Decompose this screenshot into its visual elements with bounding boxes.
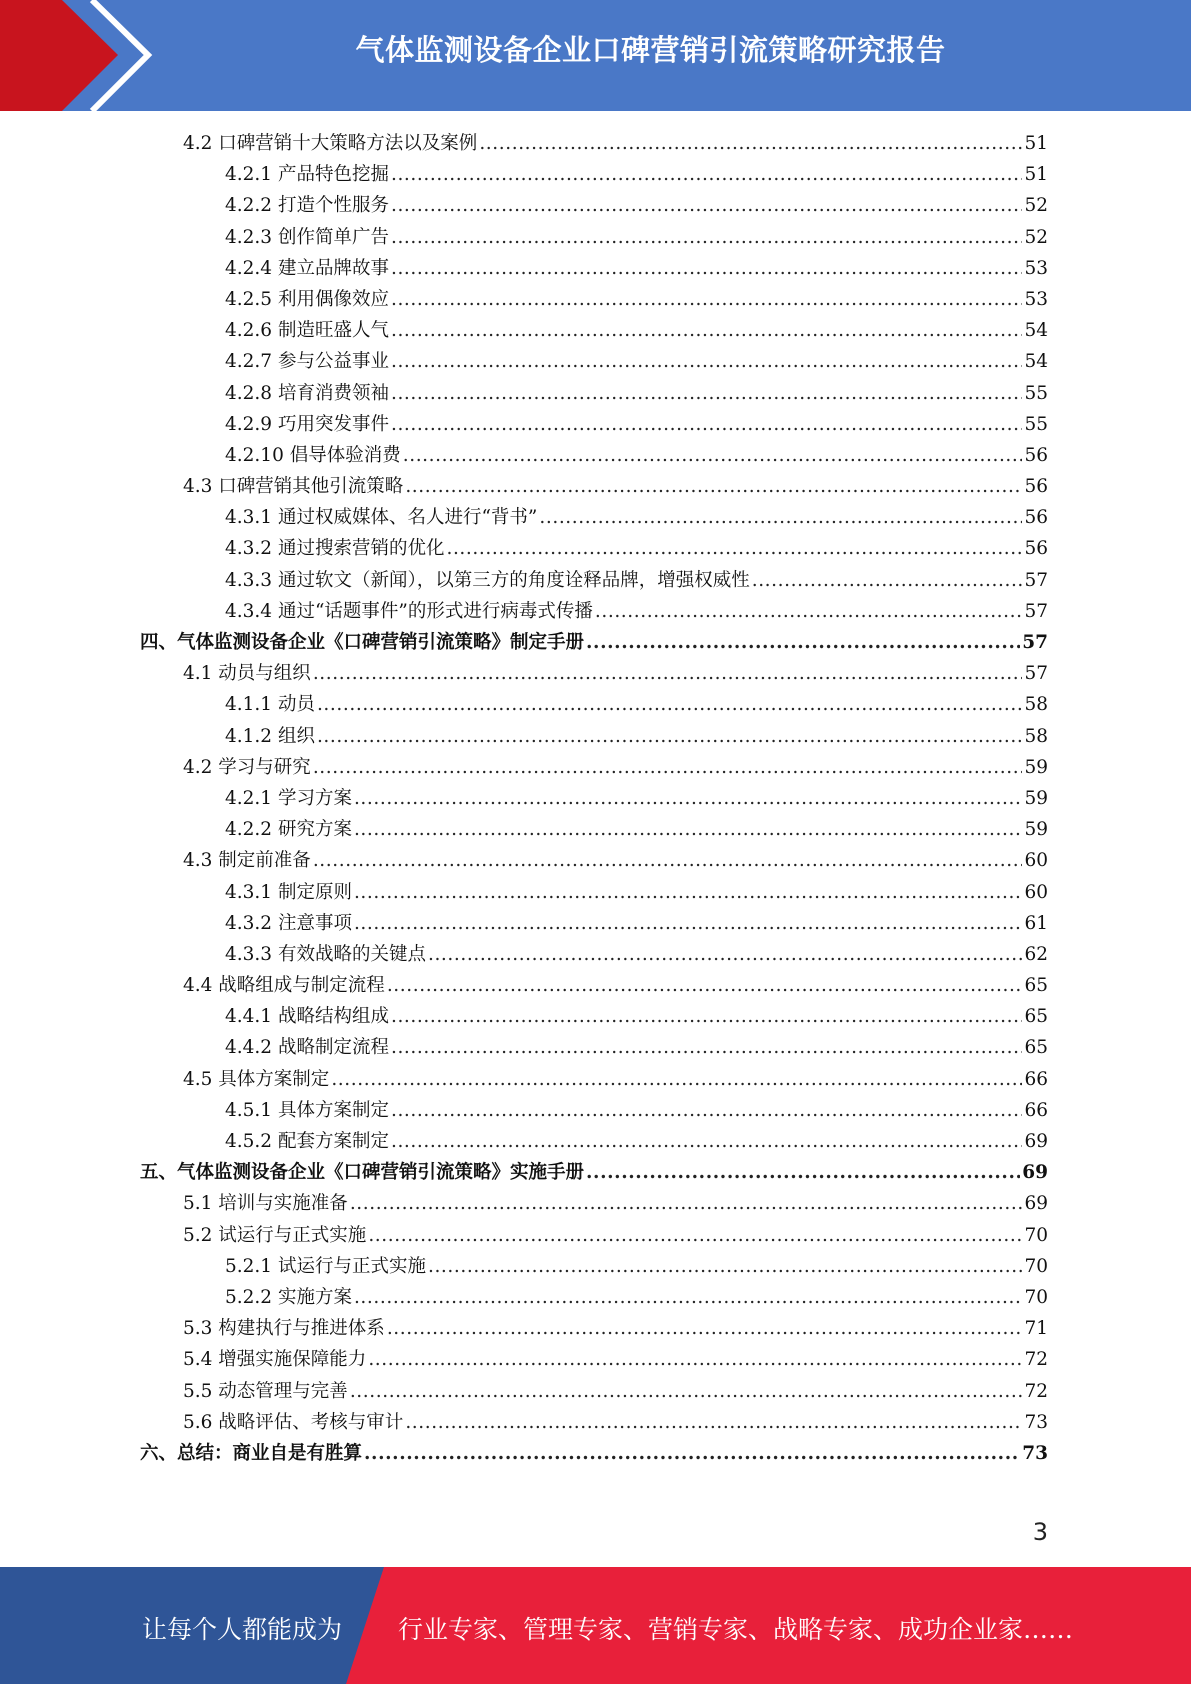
toc-entry-page: 70 [1024,1255,1048,1277]
toc-entry-label: 4.1.1 动员 [225,694,315,716]
toc-entry[interactable] [140,159,1048,190]
toc-entry-label: 4.3.1 制定原则 [225,881,352,903]
toc-dot-leader [539,502,1022,533]
toc-entry[interactable] [140,1032,1048,1063]
toc-entry-page: 58 [1024,694,1048,716]
toc-dot-leader [391,409,1022,440]
toc-dot-leader [368,1344,1022,1375]
toc-dot-leader [391,1032,1022,1063]
toc-entry-page: 69 [1024,1193,1048,1215]
toc-entry[interactable] [140,1344,1048,1375]
toc-dot-leader [391,378,1022,409]
toc-entry-page: 65 [1024,1037,1048,1059]
toc-entry-page: 61 [1024,912,1048,934]
toc-entry-page: 57 [1024,600,1048,622]
toc-dot-leader [586,627,1020,658]
toc-entry-label: 5.1 培训与实施准备 [183,1193,348,1215]
table-of-contents [140,128,1048,1469]
page-number: 3 [1032,1518,1048,1546]
toc-entry-label: 四、气体监测设备企业《口碑营销引流策略》制定手册 [140,632,585,653]
toc-dot-leader [391,284,1022,315]
toc-entry[interactable] [140,1282,1048,1313]
toc-dot-leader [354,908,1023,939]
toc-entry-page: 71 [1024,1318,1048,1340]
toc-entry-label: 5.5 动态管理与完善 [183,1380,348,1402]
toc-entry-label: 5.2.1 试运行与正式实施 [225,1255,426,1277]
toc-dot-leader [354,814,1023,845]
toc-entry[interactable] [140,409,1048,440]
toc-entry[interactable] [140,752,1048,783]
toc-entry[interactable] [140,128,1048,159]
toc-entry-label: 4.2 学习与研究 [183,756,311,778]
toc-entry[interactable] [140,1407,1048,1438]
toc-entry-page: 52 [1024,195,1048,217]
toc-entry-label: 4.2.6 制造旺盛人气 [225,320,389,342]
toc-entry[interactable] [140,970,1048,1001]
toc-dot-leader [391,346,1022,377]
toc-dot-leader [387,970,1023,1001]
toc-entry-label: 4.2.1 产品特色挖掘 [225,164,389,186]
toc-entry[interactable] [140,939,1048,970]
toc-dot-leader [391,159,1022,190]
toc-entry[interactable] [140,315,1048,346]
toc-entry-page: 56 [1024,538,1048,560]
toc-entry[interactable] [140,783,1048,814]
toc-entry-label: 4.3.4 通过“话题事件”的形式进行病毒式传播 [225,600,593,622]
toc-entry-page: 70 [1024,1224,1048,1246]
toc-dot-leader [595,596,1023,627]
toc-entry-page: 54 [1024,351,1048,373]
toc-entry-page: 51 [1024,133,1048,154]
toc-dot-leader [313,752,1023,783]
toc-entry-page: 53 [1024,288,1048,310]
toc-entry-label: 4.5.1 具体方案制定 [225,1099,389,1121]
toc-entry[interactable] [140,346,1048,377]
toc-dot-leader [364,1438,1020,1469]
toc-entry-label: 4.2.5 利用偶像效应 [225,288,389,310]
toc-dot-leader [391,253,1022,284]
toc-entry-label: 5.2 试运行与正式实施 [183,1224,367,1246]
toc-entry-label: 4.2.9 巧用突发事件 [225,413,389,435]
toc-entry-page: 59 [1024,819,1048,841]
toc-entry-page: 73 [1024,1411,1048,1433]
toc-dot-leader [428,1251,1022,1282]
toc-entry[interactable] [140,1126,1048,1157]
toc-entry-page: 72 [1024,1349,1048,1371]
toc-dot-leader [350,1188,1023,1219]
toc-dot-leader [403,440,1023,471]
toc-entry[interactable] [140,253,1048,284]
toc-entry[interactable] [140,1313,1048,1344]
toc-entry-label: 4.4.2 战略制定流程 [225,1037,389,1059]
toc-entry-label: 4.3.2 注意事项 [225,912,352,934]
toc-entry[interactable] [140,284,1048,315]
toc-entry-page: 65 [1024,975,1048,997]
toc-entry-page: 69 [1024,1131,1048,1152]
toc-dot-leader [391,190,1022,221]
toc-entry-label: 4.5.2 配套方案制定 [225,1131,389,1152]
toc-dot-leader [391,222,1022,253]
toc-entry-label: 六、总结：商业自是有胜算 [140,1442,363,1464]
toc-entry-page: 56 [1024,444,1048,466]
toc-entry-label: 4.2.4 建立品牌故事 [225,257,389,279]
toc-entry[interactable] [140,440,1048,471]
toc-entry[interactable] [140,378,1048,409]
toc-dot-leader [446,533,1022,564]
toc-entry-label: 4.2.8 培育消费领袖 [225,382,389,404]
toc-entry-label: 4.3.3 通过软文（新闻），以第三方的角度诠释品牌，增强权威性 [225,569,750,591]
toc-entry-page: 57 [1024,663,1048,685]
toc-entry[interactable] [140,1095,1048,1126]
toc-entry[interactable] [140,190,1048,221]
toc-entry-page: 53 [1024,257,1048,279]
toc-entry-page: 57 [1022,632,1048,653]
toc-entry-label: 4.2.10 倡导体验消费 [225,444,401,466]
toc-entry-label: 4.1 动员与组织 [183,663,311,685]
toc-entry-page: 72 [1024,1380,1048,1402]
header-arrow-decoration [0,0,160,111]
toc-entry-page: 73 [1022,1442,1048,1464]
toc-dot-leader [391,1095,1022,1126]
toc-entry-page: 60 [1024,850,1048,872]
toc-entry[interactable] [140,908,1048,939]
toc-entry-page: 54 [1024,320,1048,342]
toc-dot-leader [350,1376,1023,1407]
toc-entry-label: 4.1.2 组织 [225,725,315,747]
toc-entry-page: 65 [1024,1006,1048,1028]
toc-entry[interactable] [140,845,1048,876]
toc-dot-leader [313,845,1023,876]
toc-entry-label: 4.5 具体方案制定 [183,1068,330,1090]
toc-dot-leader [354,1282,1023,1313]
toc-entry-label: 4.2.2 研究方案 [225,819,352,841]
toc-entry-label: 5.6 战略评估、考核与审计 [183,1411,404,1433]
toc-entry-label: 4.2.2 打造个性服务 [225,195,389,217]
toc-dot-leader [317,689,1023,720]
toc-entry-page: 70 [1024,1286,1048,1308]
toc-dot-leader [354,877,1023,908]
toc-dot-leader [368,1220,1022,1251]
toc-entry-label: 五、气体监测设备企业《口碑营销引流策略》实施手册 [140,1162,585,1184]
toc-dot-leader [387,1313,1023,1344]
toc-dot-leader [752,565,1023,596]
toc-entry[interactable] [140,877,1048,908]
toc-entry-page: 56 [1024,507,1048,529]
toc-dot-leader [479,128,1022,159]
toc-entry[interactable] [140,1438,1048,1469]
toc-entry-page: 60 [1024,881,1048,903]
toc-entry[interactable] [140,1188,1048,1219]
toc-entry[interactable] [140,1220,1048,1251]
toc-entry[interactable] [140,814,1048,845]
toc-entry[interactable] [140,1157,1048,1188]
toc-dot-leader [331,1064,1022,1095]
toc-entry[interactable] [140,1251,1048,1282]
toc-entry-label: 5.2.2 实施方案 [225,1286,352,1308]
toc-entry-page: 66 [1024,1068,1048,1090]
toc-entry-label: 4.4 战略组成与制定流程 [183,975,385,997]
toc-dot-leader [391,1126,1022,1157]
toc-entry-label: 4.3.2 通过搜索营销的优化 [225,538,445,560]
toc-entry[interactable] [140,1376,1048,1407]
toc-entry-label: 4.2.7 参与公益事业 [225,351,389,373]
toc-entry-page: 69 [1022,1162,1048,1184]
toc-entry-page: 56 [1024,476,1048,498]
toc-entry[interactable] [140,596,1048,627]
footer-slogan-right: 行业专家、管理专家、营销专家、战略专家、成功企业家…… [398,1615,1074,1644]
toc-entry-label: 4.2.3 创作简单广告 [225,226,389,248]
toc-entry-label: 5.3 构建执行与推进体系 [183,1318,385,1340]
toc-entry[interactable] [140,658,1048,689]
toc-entry[interactable] [140,502,1048,533]
toc-entry[interactable] [140,721,1048,752]
toc-entry[interactable] [140,1064,1048,1095]
toc-dot-leader [586,1157,1020,1188]
toc-entry-label: 4.2 口碑营销十大策略方法以及案例 [183,133,478,154]
toc-entry-page: 51 [1024,164,1048,186]
page-footer [0,1567,1191,1684]
toc-entry[interactable] [140,565,1048,596]
toc-entry-page: 55 [1024,382,1048,404]
footer-slogan-left: 让每个人都能成为 [142,1615,343,1644]
page-header [0,0,1191,111]
toc-dot-leader [313,658,1023,689]
toc-dot-leader [428,939,1022,970]
toc-dot-leader [405,471,1022,502]
toc-entry-page: 66 [1024,1099,1048,1121]
toc-entry-page: 52 [1024,226,1048,248]
toc-entry[interactable] [140,1001,1048,1032]
toc-entry-label: 4.2.1 学习方案 [225,787,352,809]
toc-entry[interactable] [140,627,1048,658]
toc-entry-page: 58 [1024,725,1048,747]
toc-entry-page: 59 [1024,756,1048,778]
toc-entry-label: 4.3.1 通过权威媒体、名人进行“背书” [225,507,538,529]
toc-dot-leader [317,721,1023,752]
toc-entry-label: 4.4.1 战略结构组成 [225,1006,389,1028]
toc-entry-page: 62 [1024,943,1048,965]
toc-entry-page: 57 [1024,569,1048,591]
toc-entry-label: 4.3 口碑营销其他引流策略 [183,476,404,498]
toc-entry-label: 4.3.3 有效战略的关键点 [225,943,426,965]
toc-entry-page: 55 [1024,413,1048,435]
toc-entry[interactable] [140,689,1048,720]
toc-entry-label: 4.3 制定前准备 [183,850,311,872]
document-title: 气体监测设备企业口碑营销引流策略研究报告 [355,33,946,67]
toc-dot-leader [405,1407,1022,1438]
toc-entry[interactable] [140,222,1048,253]
toc-dot-leader [391,315,1022,346]
toc-dot-leader [391,1001,1022,1032]
toc-entry-label: 5.4 增强实施保障能力 [183,1349,367,1371]
toc-entry[interactable] [140,533,1048,564]
toc-entry[interactable] [140,471,1048,502]
toc-entry-page: 59 [1024,787,1048,809]
toc-dot-leader [354,783,1023,814]
